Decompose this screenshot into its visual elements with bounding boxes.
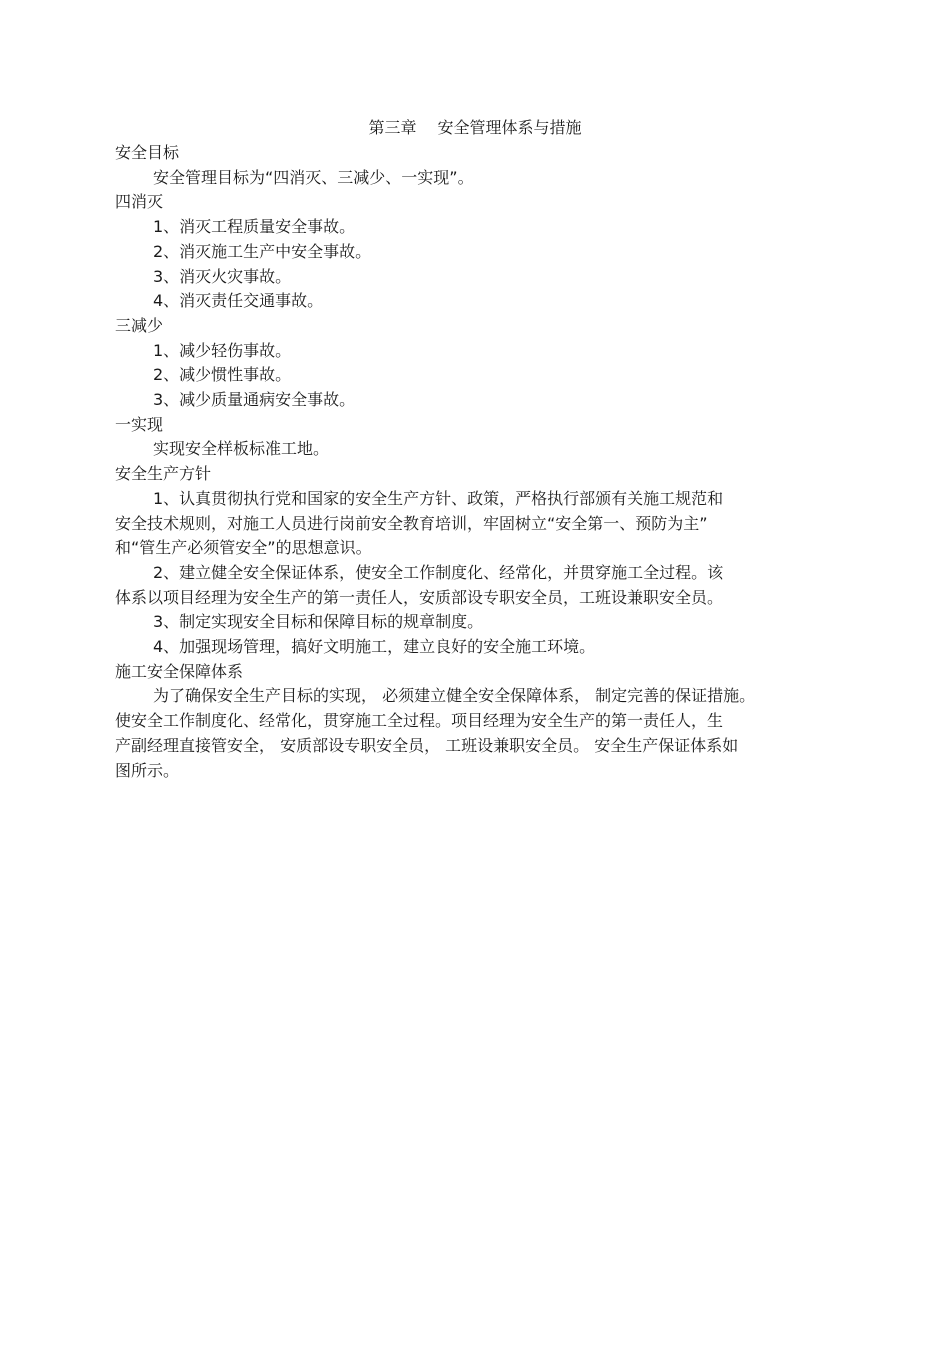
body-line: 三减少 bbox=[115, 315, 164, 335]
body-paragraph-line: 2、建立健全安全保证体系，使安全工作制度化、经常化，并贯穿施工全过程。该 bbox=[153, 562, 724, 582]
body-line: 安全目标 bbox=[115, 143, 180, 162]
body-paragraph-line: 3、消灭火灾事故。 bbox=[153, 266, 292, 286]
body-line: 和“管生产必须管安全”的思想意识。 bbox=[115, 538, 372, 558]
body-line: 安全生产方针 bbox=[115, 464, 212, 484]
body-paragraph-line: 4、加强现场管理，搞好文明施工，建立良好的安全施工环境。 bbox=[153, 637, 596, 656]
body-line: 图所示。 bbox=[115, 760, 180, 780]
body-line: 产副经理直接管安全， 安质部设专职安全员， 工班设兼职安全员。 安全生产保证体系如 bbox=[115, 735, 739, 755]
body-paragraph-line: 2、消灭施工生产中安全事故。 bbox=[153, 241, 372, 261]
body-paragraph-line: 4、消灭责任交通事故。 bbox=[153, 291, 324, 311]
body-paragraph-line: 安全管理目标为“四消灭、三减少、一实现”。 bbox=[153, 167, 474, 187]
body-paragraph-line: 实现安全样板标准工地。 bbox=[153, 439, 330, 459]
body-line: 体系以项目经理为安全生产的第一责任人，安质部设专职安全员，工班设兼职安全员。 bbox=[115, 587, 724, 607]
body-line: 四消灭 bbox=[115, 192, 164, 212]
body-paragraph-line: 1、减少轻伤事故。 bbox=[153, 340, 292, 360]
body-paragraph-line: 为了确保安全生产目标的实现， 必须建立健全安全保障体系， 制定完善的保证措施。 bbox=[153, 686, 756, 706]
chapter-title: 第三章 安全管理体系与措施 bbox=[368, 118, 582, 137]
body-paragraph-line: 1、消灭工程质量安全事故。 bbox=[153, 217, 356, 237]
body-paragraph-line: 3、减少质量通病安全事故。 bbox=[153, 390, 356, 409]
body-line: 施工安全保障体系 bbox=[115, 661, 244, 681]
body-paragraph-line: 2、减少惯性事故。 bbox=[153, 365, 292, 385]
body-line: 使安全工作制度化、经常化，贯穿施工全过程。项目经理为安全生产的第一责任人，生 bbox=[115, 711, 724, 731]
body-line: 一实现 bbox=[115, 414, 164, 434]
body-line: 安全技术规则，对施工人员进行岗前安全教育培训，牢固树立“安全第一、预防为主” bbox=[115, 513, 708, 533]
body-paragraph-line: 1、认真贯彻执行党和国家的安全生产方针、政策，严格执行部颁有关施工规范和 bbox=[153, 488, 724, 508]
body-paragraph-line: 3、制定实现安全目标和保障目标的规章制度。 bbox=[153, 612, 484, 632]
